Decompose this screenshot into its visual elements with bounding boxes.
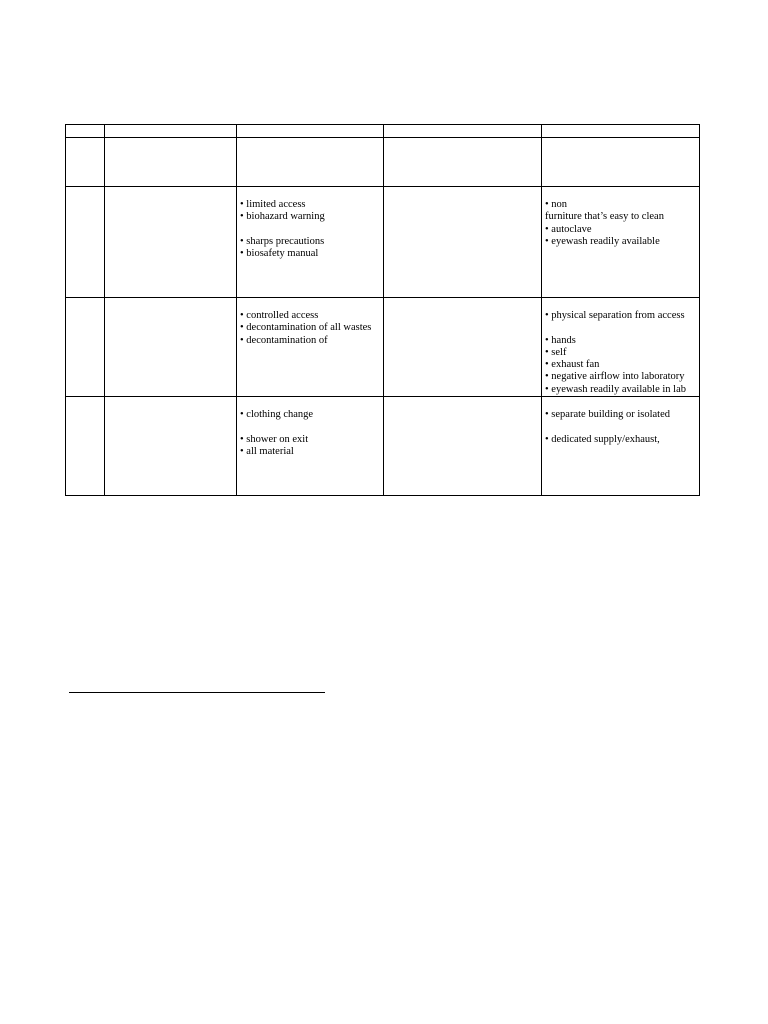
table-cell bbox=[105, 138, 237, 187]
list-item: • decontamination of bbox=[240, 334, 328, 346]
practices-cell bbox=[237, 298, 384, 397]
list-item: • limited access bbox=[240, 199, 306, 210]
header-cell bbox=[384, 125, 542, 138]
table-cell bbox=[66, 397, 105, 496]
list-item: • all material bbox=[240, 445, 294, 457]
list-item: • eyewash readily available bbox=[545, 235, 660, 247]
practices-list bbox=[237, 187, 383, 260]
header-cell bbox=[105, 125, 237, 138]
header-cell bbox=[542, 125, 700, 138]
list-item: • autoclave bbox=[545, 223, 592, 235]
list-item: • dedicated supply/exhaust, bbox=[545, 433, 660, 445]
table-cell bbox=[237, 138, 384, 187]
list-item bbox=[240, 421, 383, 433]
table-cell bbox=[105, 187, 237, 298]
table-row bbox=[66, 187, 700, 298]
practices-list bbox=[237, 397, 383, 458]
table-row bbox=[66, 397, 700, 496]
table-row bbox=[66, 298, 700, 397]
table-cell bbox=[384, 138, 542, 187]
list-item: • exhaust fan bbox=[545, 359, 600, 371]
facilities-list bbox=[542, 397, 699, 446]
practices-list bbox=[237, 298, 383, 347]
table-cell bbox=[384, 298, 542, 397]
table-cell bbox=[105, 397, 237, 496]
list-item: • eyewash readily available in lab bbox=[545, 383, 686, 395]
list-item: • decontamination of all wastes bbox=[240, 322, 372, 334]
list-item: • negative airflow into laboratory bbox=[545, 371, 685, 383]
list-item: • clothing change bbox=[240, 409, 314, 421]
table-cell bbox=[66, 187, 105, 298]
table-cell bbox=[66, 138, 105, 187]
list-item: • biohazard warning bbox=[240, 211, 325, 223]
list-item bbox=[545, 322, 699, 334]
practices-cell bbox=[237, 397, 384, 496]
table-row bbox=[66, 138, 700, 187]
header-cell bbox=[237, 125, 384, 138]
header-cell bbox=[66, 125, 105, 138]
list-item: • non bbox=[545, 199, 568, 210]
biosafety-level-table bbox=[65, 124, 700, 496]
table-cell bbox=[384, 397, 542, 496]
table-cell bbox=[66, 298, 105, 397]
facilities-cell bbox=[542, 397, 700, 496]
practices-cell bbox=[237, 187, 384, 298]
list-item: • shower on exit bbox=[240, 433, 309, 445]
facilities-list bbox=[542, 298, 699, 396]
facilities-list bbox=[542, 187, 699, 248]
table-cell bbox=[384, 187, 542, 298]
table-cell bbox=[542, 138, 700, 187]
list-item: furniture that’s easy to clean bbox=[545, 211, 664, 223]
table-header-row bbox=[66, 125, 700, 138]
facilities-cell bbox=[542, 298, 700, 397]
table-cell bbox=[105, 298, 237, 397]
list-item bbox=[240, 224, 383, 236]
list-item: • hands bbox=[545, 334, 576, 346]
list-item: • biosafety manual bbox=[240, 248, 319, 260]
list-item bbox=[545, 421, 699, 433]
list-item: • separate building or isolated bbox=[545, 409, 670, 421]
footnote-separator bbox=[69, 692, 325, 693]
list-item: • controlled access bbox=[240, 310, 319, 321]
facilities-cell bbox=[542, 187, 700, 298]
list-item: • physical separation from access bbox=[545, 310, 685, 321]
list-item: • self bbox=[545, 346, 567, 358]
list-item: • sharps precautions bbox=[240, 235, 325, 247]
